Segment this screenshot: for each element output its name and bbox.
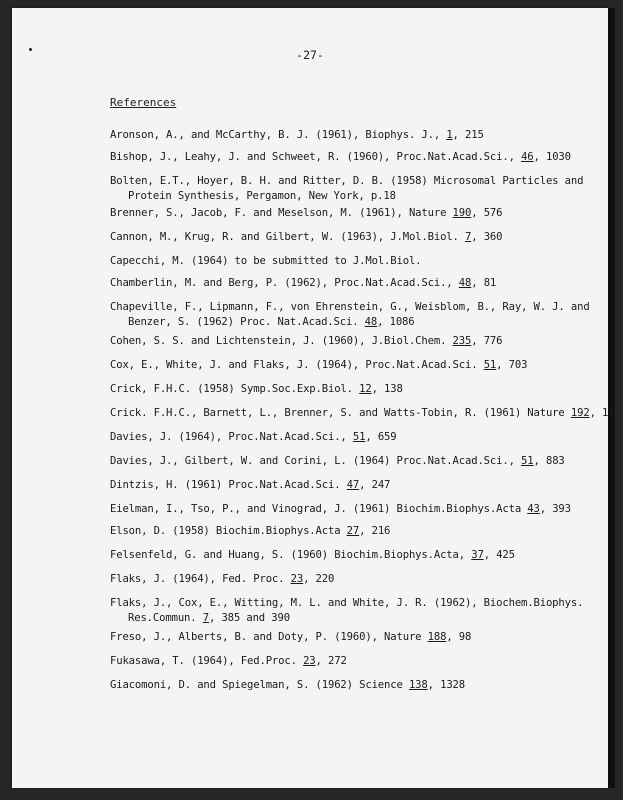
reference-text: , 220	[303, 573, 335, 585]
reference-entry	[110, 454, 602, 469]
reference-entry	[110, 502, 602, 517]
reference-text: , 138	[371, 383, 403, 395]
reference-text: Crick, F.H.C. (1958) Symp.Soc.Exp.Biol.	[110, 383, 360, 395]
reference-line	[110, 549, 515, 561]
reference-line	[110, 573, 334, 585]
reference-text: , 81	[471, 277, 497, 289]
reference-text: , 393	[539, 503, 571, 515]
reference-text: Crick. F.H.C., Barnett, L., Brenner, S. and Watts-Tobin, R. (1961) Nature	[110, 407, 571, 419]
reference-entry	[110, 150, 602, 165]
reference-volume: 46	[521, 151, 534, 163]
reference-volume: 48	[364, 315, 378, 328]
reference-line	[110, 231, 502, 243]
reference-text: Cox, E., White, J. and Flaks, J. (1964), Proc.Nat.Acad.Sci.	[110, 359, 484, 371]
reference-line-continued	[110, 611, 602, 626]
document-page	[12, 8, 615, 788]
reference-volume: 47	[346, 479, 360, 491]
reference-text: Dintzis, H. (1961) Proc.Nat.Acad.Sci.	[110, 479, 347, 491]
reference-text: Chapeville, F., Lipmann, F., von Ehrenstein, G., Weisblom, B., Ray, W. J. and	[110, 301, 590, 313]
reference-line-continued	[110, 315, 602, 330]
references-heading: References	[110, 96, 177, 109]
reference-line	[110, 383, 403, 395]
reference-entry	[110, 678, 602, 693]
reference-volume: 37	[471, 549, 484, 561]
reference-text: Benzer, S. (1962) Proc. Nat.Acad.Sci.	[128, 315, 365, 328]
reference-line	[110, 359, 527, 371]
reference-text: Felsenfeld, G. and Huang, S. (1960) Biochim.Biophys.Acta,	[110, 549, 472, 561]
reference-text: , 385 and 390	[208, 611, 290, 624]
reference-line	[110, 479, 390, 491]
reference-text: , 215	[452, 129, 484, 141]
reference-line	[110, 455, 565, 467]
reference-entry	[110, 254, 602, 269]
reference-text: , 1030	[533, 151, 571, 163]
reference-text: Flaks, J., Cox, E., Witting, M. L. and White, J. R. (1962), Biochem.Biophys.	[110, 597, 584, 609]
reference-text: , 272	[315, 655, 347, 667]
reference-text: Flaks, J. (1964), Fed. Proc.	[110, 573, 291, 585]
reference-text: Cohen, S. S. and Lichtenstein, J. (1960), J.Biol.Chem.	[110, 335, 453, 347]
reference-entry	[110, 654, 602, 669]
reference-volume: 23	[303, 655, 316, 667]
reference-text: , 216	[359, 525, 391, 537]
reference-volume: 43	[527, 503, 540, 515]
reference-line	[110, 655, 347, 667]
reference-volume: 1	[446, 129, 453, 141]
reference-text: , 776	[471, 335, 503, 347]
reference-entry	[110, 206, 602, 221]
reference-text: , 576	[471, 207, 503, 219]
reference-text: Bishop, J., Leahy, J. and Schweet, R. (1960), Proc.Nat.Acad.Sci.,	[110, 151, 522, 163]
reference-line	[110, 679, 465, 691]
reference-entry	[110, 478, 602, 493]
reference-text: , 98	[446, 631, 472, 643]
reference-text: Eielman, I., Tso, P., and Vinograd, J. (1961) Biochim.Biophys.Acta	[110, 503, 528, 515]
reference-text: , 425	[483, 549, 515, 561]
reference-entry	[110, 630, 602, 645]
reference-text: Bolten, E.T., Hoyer, B. H. and Ritter, D. B. (1958) Microsomal Particles and	[110, 175, 584, 187]
reference-text: Fukasawa, T. (1964), Fed.Proc.	[110, 655, 304, 667]
reference-line	[110, 431, 397, 443]
reference-entry	[110, 334, 602, 349]
reference-text: , 659	[365, 431, 397, 443]
reference-entry	[110, 524, 602, 539]
reference-line	[110, 631, 471, 643]
reference-line-continued: Protein Synthesis, Pergamon, New York, p.18	[128, 189, 396, 202]
reference-volume: 235	[452, 335, 472, 347]
reference-volume: 51	[521, 455, 534, 467]
reference-entry	[110, 430, 602, 445]
reference-entry	[110, 230, 602, 245]
reference-text: Capecchi, M. (1964) to be submitted to J.Mol.Biol.	[110, 255, 422, 267]
reference-volume: 138	[408, 679, 428, 691]
page-number: -27-	[296, 48, 324, 62]
reference-volume: 51	[352, 431, 366, 443]
reference-entry	[110, 572, 602, 587]
reference-entry	[110, 358, 602, 373]
reference-line	[110, 129, 484, 141]
reference-volume: 188	[427, 631, 447, 643]
reference-text: , 247	[359, 479, 391, 491]
reference-volume: 192	[570, 407, 590, 419]
reference-text: , 883	[533, 455, 565, 467]
reference-volume: 48	[458, 277, 472, 289]
reference-text: Chamberlin, M. and Berg, P. (1962), Proc.Nat.Acad.Sci.,	[110, 277, 459, 289]
reference-text: Cannon, M., Krug, R. and Gilbert, W. (1963), J.Mol.Biol.	[110, 231, 465, 243]
reference-volume: 27	[346, 525, 360, 537]
reference-line	[110, 151, 571, 163]
reference-text: Aronson, A., and McCarthy, B. J. (1961), Biophys. J.,	[110, 129, 447, 141]
reference-line	[110, 407, 614, 419]
reference-text: , 1328	[427, 679, 466, 691]
reference-entry	[110, 276, 602, 291]
reference-line	[110, 255, 421, 267]
reference-volume: 23	[290, 573, 304, 585]
reference-text: , 360	[471, 231, 503, 243]
reference-entry	[110, 174, 602, 203]
reference-line	[110, 207, 502, 219]
reference-text: Freso, J., Alberts, B. and Doty, P. (1960), Nature	[110, 631, 428, 643]
reference-text: , 703	[496, 359, 528, 371]
reference-entry	[110, 382, 602, 397]
reference-text: Davies, J. (1964), Proc.Nat.Acad.Sci.,	[110, 431, 353, 443]
reference-volume: 190	[452, 207, 472, 219]
reference-line	[110, 597, 583, 609]
reference-text: Res.Commun.	[128, 611, 203, 624]
reference-line	[110, 335, 502, 347]
reference-volume: 12	[359, 383, 372, 395]
reference-text: , 1:	[589, 407, 615, 419]
reference-line	[110, 277, 496, 289]
reference-text: Elson, D. (1958) Biochim.Biophys.Acta	[110, 525, 347, 537]
reference-volume: 7	[465, 231, 472, 243]
reference-text: Brenner, S., Jacob, F. and Meselson, M. (1961), Nature	[110, 207, 453, 219]
reference-line	[110, 175, 583, 187]
reference-volume: 51	[483, 359, 497, 371]
reference-line	[110, 525, 390, 537]
reference-text: Davies, J., Gilbert, W. and Corini, L. (1964) Proc.Nat.Acad.Sci.,	[110, 455, 522, 467]
reference-line	[110, 503, 571, 515]
reference-volume: 7	[202, 611, 209, 624]
page-edge-shadow	[608, 8, 615, 788]
reference-entry	[110, 300, 602, 329]
reference-entry	[110, 596, 602, 625]
reference-entry	[110, 406, 615, 421]
reference-line	[110, 301, 590, 313]
reference-text: , 1086	[377, 315, 415, 328]
reference-entry	[110, 548, 602, 563]
reference-text: Giacomoni, D. and Spiegelman, S. (1962) Science	[110, 679, 409, 691]
reference-entry	[110, 128, 602, 143]
